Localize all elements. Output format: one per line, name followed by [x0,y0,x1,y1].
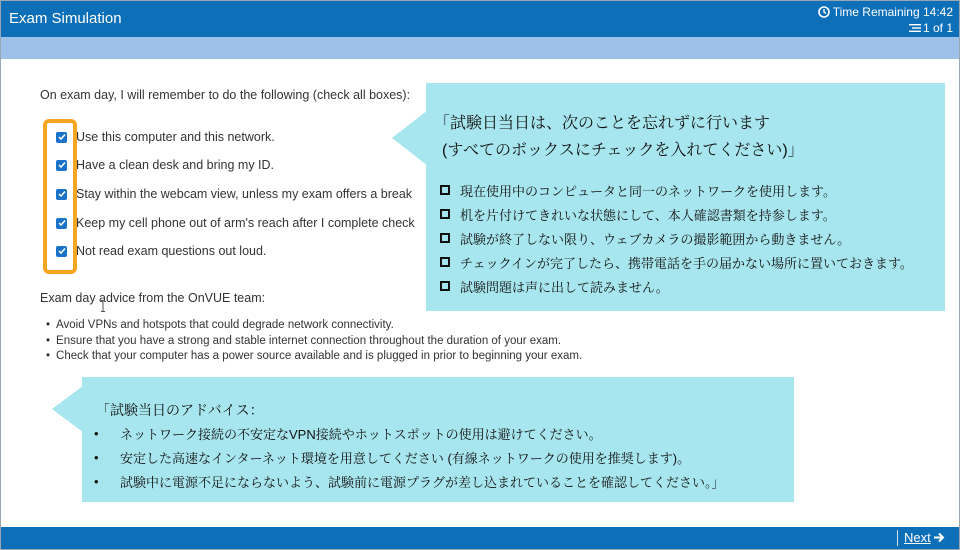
title-bar [1,1,959,37]
translation-callout-advice [82,377,794,502]
time-remaining-label: Time Remaining 14:42 [832,5,953,19]
advice-item: • Check that your computer has a power source available and is plugged in prior to beginning your exam. [46,349,582,365]
next-button[interactable] [904,530,945,545]
instruction-text: On exam day, I will remember to do the following (check all boxes): [40,88,411,102]
callout-item-text: 試験中に電源不足にならないよう、試験前に電源プラグが差し込まれていることを確認してください。」 [120,474,725,490]
callout-heading: 「試験当日のアドバイス： [96,402,264,418]
callout-pointer [52,385,84,433]
square-bullet-icon [440,281,450,291]
callout-item [94,469,725,493]
bullet: • [94,449,99,465]
callout-item [440,226,913,250]
callout-item-text: 安定した高速なインターネット環境を用意してください (有線ネットワークの使用を推奨します)。 [120,450,691,466]
callout-subheading: (すべてのボックスにチェックを入れてください)」 [442,142,804,159]
square-bullet-icon [440,233,450,243]
callout-item-text: 試験問題は声に出して読みません。 [460,279,669,295]
next-label: Next [904,530,931,545]
callout-item-text: チェックインが完了したら、携帯電話を手の届かない場所に置いておきます。 [460,255,913,271]
checklist-item[interactable] [56,214,415,232]
checklist-label: Use this computer and this network. [76,130,275,144]
checklist-item[interactable] [56,242,266,260]
callout-item [94,421,725,445]
callout-item [440,250,913,274]
window-title: Exam Simulation [9,10,122,27]
checklist-label: Not read exam questions out loud. [76,244,267,258]
translation-callout-checklist [426,83,945,311]
callout-list [94,421,725,493]
sub-toolbar [1,37,959,59]
callout-item-text: 試験が終了しない限り、ウェブカメラの撮影範囲から動きません。 [460,231,851,247]
bullet: • [94,425,99,441]
callout-item [440,274,913,298]
checklist-label: Stay within the webcam view, unless my exam offers a break [76,187,413,201]
checkbox-highlight-frame [43,119,77,274]
clock-icon [818,6,830,18]
checklist-label: Keep my cell phone out of arm's reach after I complete check [76,216,415,230]
square-bullet-icon [440,185,450,195]
square-bullet-icon [440,257,450,267]
callout-item-text: 机を片付けてきれいな状態にして、本人確認書類を持参します。 [460,207,836,223]
page-indicator: 1 of 1 [922,21,953,35]
callout-item [440,202,913,226]
checklist-item[interactable] [56,128,275,146]
square-bullet-icon [440,209,450,219]
footer-bar [1,527,959,549]
callout-heading: 「試験日当日は、次のことを忘れずに行います [434,115,771,132]
callout-item-text: ネットワーク接続の不安定なVPN接続やホットスポットの使用は避けてください。 [120,426,602,442]
checklist-label: Have a clean desk and bring my ID. [76,158,275,172]
callout-pointer [392,110,428,166]
advice-item: • Ensure that you have a strong and stable internet connection throughout the duration of your exam. [46,334,582,350]
advice-title: Exam day advice from the OnVUE team: [40,291,266,305]
time-remaining [818,5,953,19]
callout-item [94,445,725,469]
question-navigator[interactable] [909,21,953,35]
callout-item [440,178,913,202]
list-icon [909,23,921,33]
arrow-right-icon [933,532,945,543]
bullet: • [94,473,99,489]
advice-item: • Avoid VPNs and hotspots that could degrade network connectivity. [46,318,582,334]
checklist-item[interactable] [56,156,274,174]
callout-list [440,178,913,298]
footer-divider [897,530,898,546]
text-cursor-icon [100,300,106,312]
callout-item-text: 現在使用中のコンピュータと同一のネットワークを使用します。 [460,183,836,199]
checklist-item[interactable] [56,185,412,203]
advice-list [46,318,582,365]
